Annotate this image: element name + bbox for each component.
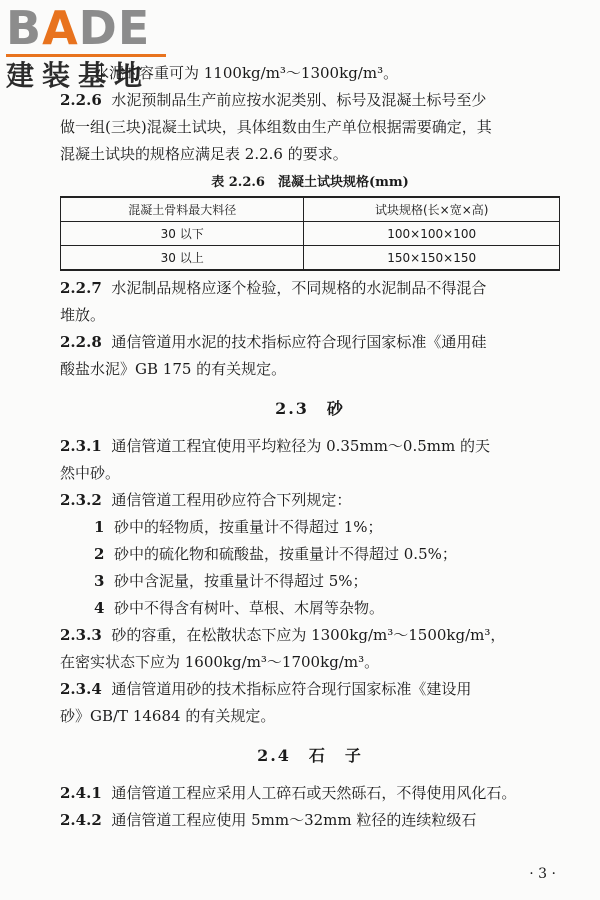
clause-2-3-1 xyxy=(60,433,560,460)
clause-number: 2.2.6 xyxy=(60,91,102,109)
clause-text: 砂的容重，在松散状态下应为 1300kg/m³～1500kg/m³， xyxy=(111,626,506,644)
list-item-number: 4 xyxy=(94,599,105,617)
logo-letter-b: B xyxy=(6,1,43,55)
table-row xyxy=(61,246,560,271)
clause-text-line: 酸盐水泥》GB 175 的有关规定。 xyxy=(60,360,287,378)
clause-text: 水泥制品规格应逐个检验，不同规格的水泥制品不得混合 xyxy=(111,279,487,297)
table-cell: 100×100×100 xyxy=(304,222,560,246)
table-header-row xyxy=(61,197,560,222)
section-heading-2-3: 2.3 砂 xyxy=(275,399,345,418)
section-heading-2-4: 2.4 石 子 xyxy=(257,746,363,765)
table-caption: 表 2.2.6 混凝土试块规格(mm) xyxy=(211,175,409,190)
clause-text: 通信管道工程应使用 5mm～32mm 粒径的连续粒级石 xyxy=(111,811,477,829)
document-page xyxy=(60,60,560,834)
clause-text-line: 然中砂。 xyxy=(60,464,121,482)
clause-2-3-2 xyxy=(60,487,560,514)
table-cell: 30 以下 xyxy=(61,222,304,246)
logo-letter-a: A xyxy=(42,1,79,55)
list-item-text: 砂中的硫化物和硫酸盐，按重量计不得超过 0.5%； xyxy=(113,545,457,563)
table-cell: 30 以上 xyxy=(61,246,304,271)
logo-chinese: 建装基地 xyxy=(6,59,151,92)
logo-wordmark xyxy=(6,1,178,55)
list-item xyxy=(60,568,560,595)
clause-text-line: 混凝土试块的规格应满足表 2.2.6 的要求。 xyxy=(60,145,348,163)
clause-2-2-7 xyxy=(60,275,560,302)
clause-number: 2.4.1 xyxy=(60,784,102,802)
table-row xyxy=(61,222,560,246)
list-item-text: 砂中的轻物质，按重量计不得超过 1%； xyxy=(113,518,383,536)
logo-letters-de: DE xyxy=(78,1,151,55)
spec-table xyxy=(60,196,560,271)
clause-text-line: 在密实状态下应为 1600kg/m³～1700kg/m³。 xyxy=(60,653,380,671)
list-item-number: 1 xyxy=(94,518,105,536)
clause-text: 通信管道用砂的技术指标应符合现行国家标准《建设用 xyxy=(111,680,472,698)
clause-text: 水泥预制品生产前应按水泥类别、标号及混凝土标号至少 xyxy=(111,91,487,109)
page-number: · 3 · xyxy=(529,866,556,882)
intro-paragraph: 水泥的容重可为 1100kg/m³～1300kg/m³。 xyxy=(94,64,399,82)
clause-text: 通信管道工程宜使用平均粒径为 0.35mm～0.5mm 的天 xyxy=(111,437,490,455)
clause-text: 通信管道用水泥的技术指标应符合现行国家标准《通用硅 xyxy=(111,333,487,351)
clause-number: 2.3.1 xyxy=(60,437,102,455)
clause-2-4-1 xyxy=(60,780,560,807)
table-header-cell: 混凝土骨料最大料径 xyxy=(61,197,304,222)
list-item-text: 砂中不得含有树叶、草根、木屑等杂物。 xyxy=(113,599,384,617)
list-item xyxy=(60,595,560,622)
list-item-number: 2 xyxy=(94,545,105,563)
clause-number: 2.4.2 xyxy=(60,811,102,829)
clause-text: 通信管道工程应采用人工碎石或天然砾石，不得使用风化石。 xyxy=(111,784,517,802)
clause-text: 通信管道工程用砂应符合下列规定： xyxy=(111,491,352,509)
table-header-cell: 试块规格(长×宽×高) xyxy=(304,197,560,222)
clause-number: 2.3.2 xyxy=(60,491,102,509)
list-item xyxy=(60,514,560,541)
clause-2-4-2 xyxy=(60,807,560,834)
clause-2-2-6 xyxy=(60,87,560,114)
clause-2-3-4 xyxy=(60,676,560,703)
clause-number: 2.2.7 xyxy=(60,279,102,297)
list-item-text: 砂中含泥量，按重量计不得超过 5%； xyxy=(113,572,368,590)
clause-text-line: 堆放。 xyxy=(60,306,106,324)
clause-text-line: 做一组(三块)混凝土试块，具体组数由生产单位根据需要确定，其 xyxy=(60,118,492,136)
list-item xyxy=(60,541,560,568)
clause-number: 2.3.3 xyxy=(60,626,102,644)
clause-number: 2.2.8 xyxy=(60,333,102,351)
clause-number: 2.3.4 xyxy=(60,680,102,698)
table-cell: 150×150×150 xyxy=(304,246,560,271)
clause-2-2-8 xyxy=(60,329,560,356)
list-item-number: 3 xyxy=(94,572,105,590)
clause-text-line: 砂》GB/T 14684 的有关规定。 xyxy=(60,707,276,725)
clause-2-3-3 xyxy=(60,622,560,649)
